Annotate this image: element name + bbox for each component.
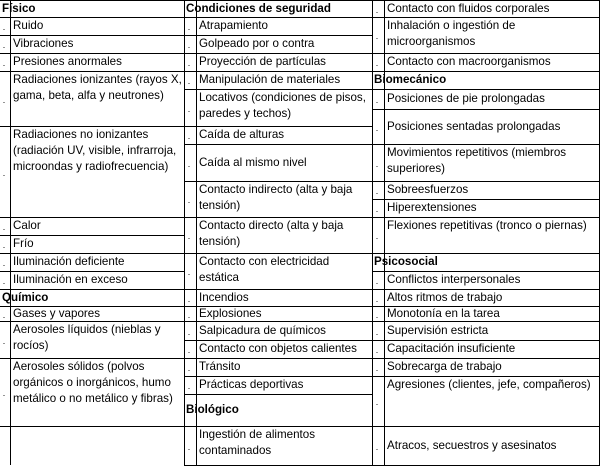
risk-item-flexiones-repetitivas-tronco-o-piernas: Flexiones repetitivas (tronco o piernas) [387, 219, 587, 232]
bullet-marker: · [375, 399, 379, 409]
table-rule [184, 358, 196, 359]
bullet-marker: · [2, 60, 6, 70]
risk-item-incendios: Incendios [199, 290, 249, 304]
bullet-marker: · [187, 269, 191, 279]
table-rule [372, 109, 384, 110]
risk-item-ingestion-de-alimentos-contaminados: Ingestión de alimentos contaminados [199, 428, 316, 457]
risk-item-hiperextensiones: Hiperextensiones [387, 201, 477, 214]
bullet-marker: · [187, 383, 191, 393]
bullet-marker: · [2, 24, 6, 34]
table-rule [196, 0, 197, 465]
risk-item-salpicadura-de-quimicos: Salpicadura de químicos [199, 323, 326, 337]
bullet-marker: · [375, 6, 379, 17]
section-header-psicosocial: Psicosocial [374, 255, 438, 268]
risk-item-caida-al-mismo-nivel: Caída al mismo nivel [199, 155, 307, 169]
risk-item-altos-ritmos-de-trabajo: Altos ritmos de trabajo [387, 290, 503, 304]
table-rule [184, 376, 196, 377]
table-rule [372, 376, 384, 377]
table-rule [0, 426, 10, 427]
table-rule [372, 426, 384, 427]
risk-item-contacto-directo-alta-y-baja-tension: Contacto directo (alta y baja tensión) [199, 219, 344, 248]
risk-item-ruido: Ruido [13, 19, 44, 32]
table-rule [184, 0, 185, 465]
table-rule [372, 321, 384, 322]
bullet-marker: · [375, 278, 379, 288]
table-rule [384, 0, 385, 465]
risk-item-posiciones-de-pie-prolongadas: Posiciones de pie prolongadas [387, 92, 545, 105]
bullet-marker: · [187, 197, 191, 207]
table-rule [184, 340, 196, 341]
bullet-marker: · [2, 96, 6, 107]
bullet-marker: · [375, 206, 379, 216]
bullet-marker: · [375, 328, 379, 339]
risk-item-aerosoles-liquidos-nieblas-y-rocios: Aerosoles líquidos (nieblas y rocíos) [13, 323, 161, 352]
table-rule [0, 253, 10, 254]
table-rule [0, 71, 10, 72]
table-rule [184, 144, 196, 145]
table-rule [184, 71, 196, 72]
risk-item-radiaciones-ionizantes-rayos-x-gama-beta: Radiaciones ionizantes (rayos X, gama, beta, alfa y neutrones) [13, 73, 182, 102]
bullet-marker: · [2, 278, 6, 288]
table-rule [184, 289, 196, 290]
bullet-marker: · [2, 260, 6, 270]
risk-item-vibraciones: Vibraciones [13, 37, 74, 50]
table-rule [372, 358, 384, 359]
risk-item-radiaciones-no-ionizantes-radiacion-uv-v: Radiaciones no ionizantes (radiación UV, visible, infrarroja, microondas y radiofrecuencia) [13, 128, 177, 173]
risk-item-aerosoles-solidos-polvos-organicos-o-ino: Aerosoles sólidos (polvos orgánicos o inorgánicos, humo metálico o no metálico y fibras) [13, 360, 173, 405]
bullet-marker: · [2, 311, 6, 322]
bullet-marker: · [187, 78, 191, 88]
bullet-marker: · [187, 365, 191, 375]
bullet-marker: · [2, 390, 6, 400]
risk-item-contacto-con-objetos-calientes: Contacto con objetos calientes [199, 342, 357, 355]
bullet-marker: · [2, 169, 6, 180]
risk-item-locativos-condiciones-de-pisos-paredes-y: Locativos (condiciones de pisos, paredes y techos) [199, 91, 366, 120]
risk-item-contacto-con-fluidos-corporales: Contacto con fluidos corporales [387, 1, 550, 15]
risk-item-contacto-indirecto-alta-y-baja-tension: Contacto indirecto (alta y baja tensión) [199, 183, 353, 212]
risk-item-iluminacion-deficiente: Iluminación deficiente [13, 255, 125, 268]
bullet-marker: · [2, 224, 6, 234]
bullet-marker: · [187, 443, 191, 454]
table-rule [372, 17, 384, 18]
table-rule [184, 53, 196, 54]
risk-item-sobrecarga-de-trabajo: Sobrecarga de trabajo [387, 360, 502, 373]
risk-item-calor: Calor [13, 219, 41, 232]
bullet-marker: · [187, 233, 191, 243]
table-rule [184, 306, 196, 307]
table-rule [0, 321, 10, 322]
section-header-condiciones-de-seguridad: Condiciones de seguridad [186, 1, 331, 15]
table-rule [0, 0, 600, 1]
table-rule [372, 0, 373, 465]
bullet-marker: · [375, 188, 379, 198]
table-rule [184, 181, 196, 182]
table-rule [372, 289, 384, 290]
table-rule [184, 321, 196, 322]
risk-item-frio: Frío [13, 237, 34, 250]
bullet-marker: · [375, 160, 379, 171]
bullet-marker: · [187, 105, 191, 116]
bullet-marker: · [375, 443, 379, 454]
table-rule [372, 340, 384, 341]
risk-item-agresiones-clientes-jefe-companeros: Agresiones (clientes, jefe, compañeros) [387, 378, 591, 391]
table-rule [372, 217, 384, 218]
bullet-marker: · [187, 295, 191, 306]
risk-item-proyeccion-de-particulas: Proyección de partículas [199, 55, 326, 68]
section-header-biomecanico: Biomecánico [374, 73, 447, 86]
table-rule [184, 89, 196, 90]
bullet-marker: · [187, 60, 191, 70]
risk-item-presiones-anormales: Presiones anormales [13, 55, 122, 68]
table-rule [184, 126, 196, 127]
risk-item-golpeado-por-o-contra: Golpeado por o contra [199, 37, 315, 50]
table-rule [0, 53, 10, 54]
risk-item-explosiones: Explosiones [199, 306, 262, 320]
bullet-marker: · [187, 133, 191, 143]
bullet-marker: · [187, 311, 191, 322]
table-rule [0, 235, 10, 236]
risk-item-contacto-con-electricidad-estatica: Contacto con electricidad estática [199, 255, 330, 284]
bullet-marker: · [187, 347, 191, 357]
bullet-marker: · [187, 42, 191, 52]
table-rule [372, 181, 384, 182]
risk-item-gases-y-vapores: Gases y vapores [13, 306, 100, 320]
risk-item-manipulacion-de-materiales: Manipulación de materiales [199, 73, 341, 86]
bullet-marker: · [375, 311, 379, 322]
table-rule [0, 271, 10, 272]
risk-item-atrapamiento: Atrapamiento [199, 19, 268, 32]
risk-item-inhalacion-o-ingestion-de-microorganismo: Inhalación o ingestión de microorganismos [387, 19, 516, 48]
bullet-marker: · [375, 60, 379, 70]
risk-item-iluminacion-en-exceso: Iluminación en exceso [13, 273, 128, 286]
bullet-marker: · [2, 42, 6, 52]
table-rule [372, 306, 384, 307]
table-rule [184, 35, 196, 36]
risk-item-practicas-deportivas: Prácticas deportivas [199, 378, 304, 391]
bullet-marker: · [375, 347, 379, 357]
table-rule [372, 144, 384, 145]
risk-item-capacitacion-insuficiente: Capacitación insuficiente [387, 342, 516, 355]
risk-item-conflictos-interpersonales: Conflictos interpersonales [387, 273, 521, 286]
risk-item-supervision-estricta: Supervisión estricta [387, 323, 489, 337]
table-rule [372, 53, 384, 54]
risk-item-caida-de-alturas: Caída de alturas [199, 128, 285, 141]
risk-item-contacto-con-macroorganismos: Contacto con macroorganismos [387, 55, 551, 68]
bullet-marker: · [375, 124, 379, 135]
bullet-marker: · [2, 242, 6, 252]
table-rule [10, 426, 184, 427]
risk-item-transito: Tránsito [199, 360, 241, 373]
bullet-marker: · [375, 33, 379, 43]
table-rule [0, 35, 10, 36]
risk-item-monotonia-en-la-tarea: Monotonía en la tarea [387, 306, 500, 320]
bullet-marker: · [375, 295, 379, 306]
table-rule [372, 199, 384, 200]
bullet-marker: · [375, 233, 379, 243]
risk-item-movimientos-repetitivos-miembros-superio: Movimientos repetitivos (miembros superiores) [387, 146, 567, 175]
section-header-quimico: Químico [2, 290, 49, 304]
table-rule [184, 253, 196, 254]
table-rule [0, 126, 10, 127]
bullet-marker: · [187, 24, 191, 34]
risk-item-sobreesfuerzos: Sobreesfuerzos [387, 183, 469, 196]
bullet-marker: · [187, 160, 191, 171]
table-rule [0, 358, 10, 359]
section-header-biologico: Biológico [186, 403, 239, 416]
bullet-marker: · [375, 97, 379, 107]
bullet-marker: · [187, 328, 191, 339]
risk-item-posiciones-sentadas-prolongadas: Posiciones sentadas prolongadas [387, 119, 561, 133]
bullet-marker: · [375, 365, 379, 375]
risk-item-atracos-secuestros-y-asesinatos: Atracos, secuestros y asesinatos [387, 438, 557, 452]
bullet-marker: · [2, 337, 6, 348]
table-rule [10, 0, 11, 465]
table-rule [0, 217, 10, 218]
table-rule [184, 217, 196, 218]
section-header-fisico: Físico [2, 1, 36, 15]
